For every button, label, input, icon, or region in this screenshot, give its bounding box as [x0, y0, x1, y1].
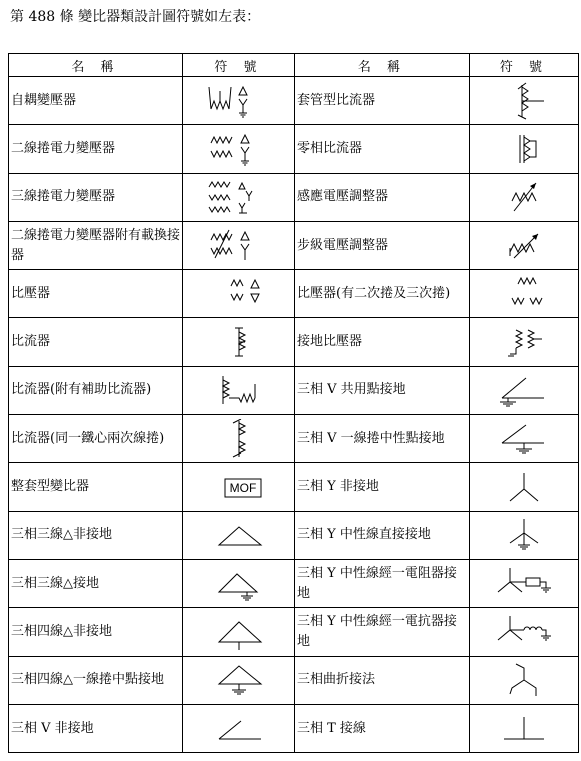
grounding-potential-transformer-symbol: [470, 318, 579, 366]
row-name-left: 自耦變壓器: [9, 77, 183, 125]
row-name-right: 套管型比流器: [295, 77, 470, 125]
row-name-right: 感應電壓調整器: [295, 173, 470, 221]
table-row: [9, 511, 579, 559]
step-voltage-regulator-symbol: [470, 221, 579, 269]
three-phase-four-wire-delta-ungrounded-symbol: [183, 608, 295, 656]
row-name-left: 比流器: [9, 318, 183, 366]
row-name-right: 三相 V 共用點接地: [295, 366, 470, 414]
row-name-left: 三相四線△非接地: [9, 608, 183, 656]
row-name-right: 三相 Y 中性線經一電抗器接地: [295, 608, 470, 656]
header-name-left: 名 稱: [9, 54, 183, 77]
three-winding-transformer-symbol: [183, 173, 295, 221]
three-phase-y-solidly-grounded-symbol: [470, 511, 579, 559]
row-name-right: 比壓器(有二次捲及三次捲): [295, 270, 470, 318]
row-name-right: 零相比流器: [295, 125, 470, 173]
induction-voltage-regulator-symbol: [470, 173, 579, 221]
mof-label: MOF: [229, 481, 256, 496]
table-row: [9, 559, 579, 607]
table-row: [9, 608, 579, 656]
header-name-right: 名 稱: [295, 54, 470, 77]
article-heading: 第 488 條 變比器類設計圖符號如左表：: [10, 9, 261, 25]
zero-phase-ct-symbol: [470, 125, 579, 173]
three-phase-delta-grounded-symbol: [183, 559, 295, 607]
row-name-right: 三相 T 接線: [295, 704, 470, 752]
three-phase-v-neutral-ground-symbol: [470, 415, 579, 463]
row-name-right: 三相 Y 非接地: [295, 463, 470, 511]
row-name-right: 三相 Y 中性線經一電阻器接地: [295, 559, 470, 607]
row-name-left: 三線捲電力變壓器: [9, 173, 183, 221]
table-row: [9, 463, 579, 511]
symbol-table: [8, 53, 579, 753]
ct-with-auxiliary-ct-symbol: [183, 366, 295, 414]
row-name-right: 接地比壓器: [295, 318, 470, 366]
row-name-left: 三相三線△接地: [9, 559, 183, 607]
row-name-right: 三相 Y 中性線直接接地: [295, 511, 470, 559]
potential-transformer-symbol: [183, 270, 295, 318]
three-phase-y-ungrounded-symbol: [470, 463, 579, 511]
two-winding-transformer-with-load-tap-changer-symbol: [183, 221, 295, 269]
row-name-left: 二線捲電力變壓器附有載換接器: [9, 221, 183, 269]
three-phase-y-reactor-grounded-symbol: [470, 608, 579, 656]
row-name-left: 二線捲電力變壓器: [9, 125, 183, 173]
autotransformer-symbol: [183, 77, 295, 125]
three-phase-zigzag-symbol: [470, 656, 579, 704]
table-header-row: [9, 54, 579, 77]
table-row: [9, 704, 579, 752]
row-name-left: 比流器(附有補助比流器): [9, 366, 183, 414]
header-symbol-right: 符 號: [470, 54, 579, 77]
ct-dual-secondary-symbol: [183, 415, 295, 463]
three-phase-four-wire-delta-midpoint-ground-symbol: [183, 656, 295, 704]
three-phase-v-ungrounded-symbol: [183, 704, 295, 752]
two-winding-transformer-symbol: [183, 125, 295, 173]
table-row: [9, 318, 579, 366]
three-phase-t-connection-symbol: [470, 704, 579, 752]
row-name-left: 整套型變比器: [9, 463, 183, 511]
table-row: [9, 77, 579, 125]
row-name-right: 三相曲折接法: [295, 656, 470, 704]
three-phase-v-common-ground-symbol: [470, 366, 579, 414]
table-row: [9, 221, 579, 269]
row-name-left: 三相四線△一線捲中點接地: [9, 656, 183, 704]
row-name-left: 比流器(同一鐵心兩次線捲): [9, 415, 183, 463]
three-phase-delta-ungrounded-symbol: [183, 511, 295, 559]
metering-outfit-symbol: [183, 463, 295, 511]
bushing-ct-symbol: [470, 77, 579, 125]
table-row: [9, 415, 579, 463]
three-phase-y-resistor-grounded-symbol: [470, 559, 579, 607]
row-name-right: 步級電壓調整器: [295, 221, 470, 269]
row-name-left: 三相三線△非接地: [9, 511, 183, 559]
table-row: [9, 656, 579, 704]
row-name-left: 三相 V 非接地: [9, 704, 183, 752]
row-name-left: 比壓器: [9, 270, 183, 318]
table-row: [9, 173, 579, 221]
potential-transformer-secondary-tertiary-symbol: [470, 270, 579, 318]
table-row: [9, 270, 579, 318]
header-symbol-left: 符 號: [183, 54, 295, 77]
current-transformer-symbol: [183, 318, 295, 366]
table-row: [9, 366, 579, 414]
row-name-right: 三相 V 一線捲中性點接地: [295, 415, 470, 463]
table-row: [9, 125, 579, 173]
